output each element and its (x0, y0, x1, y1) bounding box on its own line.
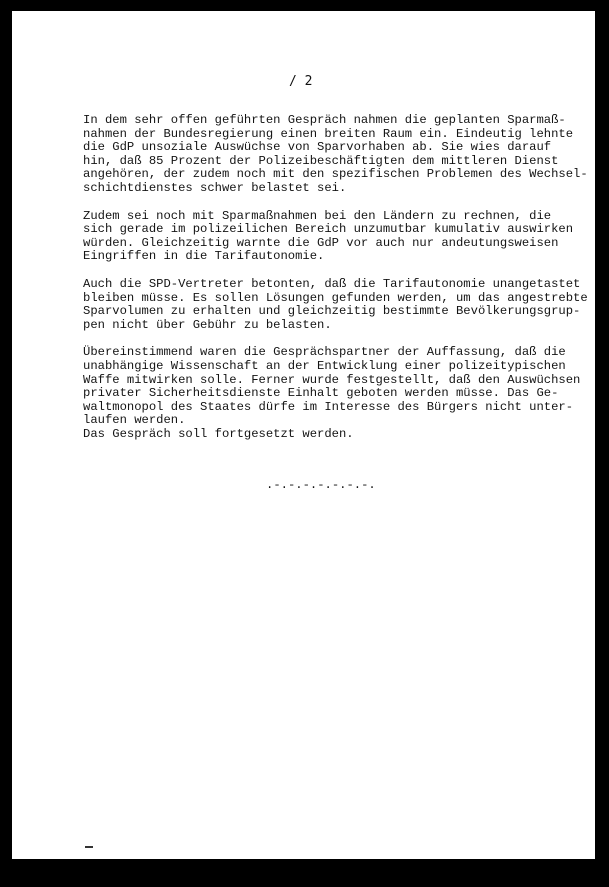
text-line: schichtdienstes schwer belastet sei. (83, 180, 347, 195)
text-line: die GdP unsoziale Auswüchse von Sparvorhaben ab. Sie wies darauf (83, 140, 552, 155)
text-line: sich gerade im polizeilichen Bereich unzumutbar kumulativ auswirken (83, 222, 574, 237)
paragraph-3 (83, 276, 588, 332)
text-line: privater Sicherheitsdienste Einhalt geboten werden müsse. Das Ge- (83, 386, 559, 401)
document-page (12, 11, 595, 859)
text-line: bleiben müsse. Es sollen Lösungen gefunden werden, um das angestrebte (83, 290, 588, 305)
text-line: Übereinstimmend waren die Gesprächspartner der Auffassung, daß die (83, 345, 566, 360)
text-line: Sparvolumen zu erhalten und gleichzeitig bestimmte Bevölkerungsgrup- (83, 304, 581, 319)
text-line: Waffe mitwirken solle. Ferner wurde festgestellt, daß den Auswüchsen (83, 372, 581, 387)
scan-speck (85, 846, 93, 848)
text-line: Auch die SPD-Vertreter betonten, daß die Tarifautonomie unangetastet (83, 276, 581, 291)
text-line: waltmonopol des Staates dürfe im Interesse des Bürgers nicht unter- (83, 399, 574, 414)
text-line: pen nicht über Gebühr zu belasten. (83, 317, 332, 332)
text-line: Eingriffen in die Tarifautonomie. (83, 249, 325, 264)
section-separator: .-.-.-.-.-.-.-. (266, 478, 376, 492)
page-number: / 2 (289, 74, 313, 89)
text-line: würden. Gleichzeitig warnte die GdP vor auch nur andeutungsweisen (83, 235, 559, 250)
text-line: hin, daß 85 Prozent der Polizeibeschäftigten dem mittleren Dienst (83, 153, 559, 168)
text-line: laufen werden. (83, 413, 186, 428)
text-line: nahmen der Bundesregierung einen breiten Raum ein. Eindeutig lehnte (83, 126, 574, 141)
text-line: In dem sehr offen geführten Gespräch nahmen die geplanten Sparmaß- (83, 113, 566, 127)
text-line: angehören, der zudem noch mit den spezifischen Problemen des Wechsel- (83, 167, 588, 182)
paragraph-4 (83, 345, 581, 428)
text-line: unabhängige Wissenschaft an der Entwicklung einer polizeitypischen (83, 358, 566, 373)
document-body (83, 113, 588, 441)
paragraph-1 (83, 113, 588, 196)
text-line: Zudem sei noch mit Sparmaßnahmen bei den Ländern zu rechnen, die (83, 208, 552, 223)
closing-line: Das Gespräch soll fortgesetzt werden. (83, 426, 354, 441)
paragraph-2 (83, 208, 574, 264)
